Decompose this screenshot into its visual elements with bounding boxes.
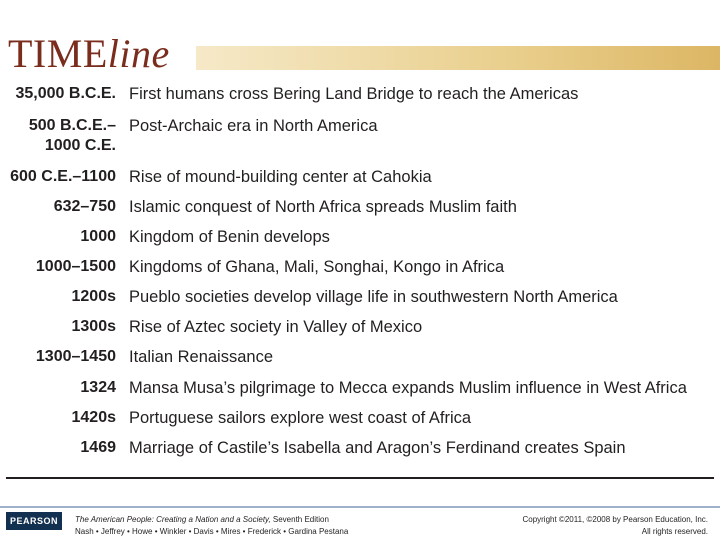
timeline-header bbox=[0, 30, 720, 78]
timeline-date-line2: 1000 C.E. bbox=[44, 137, 116, 154]
timeline-row bbox=[0, 408, 720, 438]
timeline-date: 1469 bbox=[80, 439, 116, 456]
title-decorative-bar bbox=[196, 46, 720, 70]
footer-edition: Seventh Edition bbox=[270, 515, 329, 524]
content-divider bbox=[6, 477, 714, 479]
footer-citation bbox=[75, 514, 348, 538]
pearson-logo: PEARSON bbox=[6, 512, 62, 530]
timeline-event: Portuguese sailors explore west coast of Africa bbox=[129, 409, 472, 427]
footer-authors: Nash • Jeffrey • Howe • Winkler • Davis • Mires • Frederick • Gardina Pestana bbox=[75, 527, 349, 536]
timeline-event: Mansa Musa’s pilgrimage to Mecca expands Muslim influence in West Africa bbox=[129, 379, 687, 397]
timeline-event: Kingdoms of Ghana, Mali, Songhai, Kongo in Africa bbox=[129, 258, 505, 276]
timeline-date: 1200s bbox=[71, 288, 116, 305]
timeline-row bbox=[0, 317, 720, 347]
timeline-date: 500 B.C.E.– bbox=[28, 117, 116, 134]
timeline-row bbox=[0, 116, 720, 156]
timeline-date: 35,000 B.C.E. bbox=[15, 85, 116, 102]
timeline-event: Islamic conquest of North Africa spreads Muslim faith bbox=[129, 198, 517, 216]
timeline-event: Rise of Aztec society in Valley of Mexico bbox=[129, 318, 423, 336]
timeline-date: 632–750 bbox=[53, 198, 116, 215]
timeline-row bbox=[0, 347, 720, 377]
timeline-row bbox=[0, 287, 720, 317]
footer-bar bbox=[0, 506, 720, 508]
timeline-event: Rise of mound-building center at Cahokia bbox=[129, 168, 432, 186]
page-title bbox=[8, 30, 170, 78]
timeline-event: Marriage of Castile’s Isabella and Aragon’s Ferdinand creates Spain bbox=[129, 439, 626, 457]
timeline-date: 1420s bbox=[71, 409, 116, 426]
timeline-row bbox=[0, 378, 720, 408]
timeline-date: 1300s bbox=[71, 318, 116, 335]
footer-book-line bbox=[75, 514, 348, 526]
timeline-row bbox=[0, 257, 720, 287]
timeline-event: Pueblo societies develop village life in southwestern North America bbox=[129, 288, 618, 306]
timeline-event: Kingdom of Benin develops bbox=[129, 228, 330, 246]
timeline-date: 600 C.E.–1100 bbox=[10, 168, 116, 185]
timeline-row bbox=[0, 438, 720, 468]
timeline-row bbox=[0, 84, 720, 114]
timeline-date: 1000–1500 bbox=[35, 258, 116, 275]
timeline-date: 1300–1450 bbox=[35, 348, 116, 365]
title-italic: line bbox=[107, 31, 170, 76]
timeline-row bbox=[0, 197, 720, 227]
timeline-row bbox=[0, 167, 720, 197]
footer-rights-line: All rights reserved. bbox=[641, 527, 708, 536]
timeline-date: 1324 bbox=[80, 379, 116, 396]
timeline-date: 1000 bbox=[80, 228, 116, 245]
timeline-event: First humans cross Bering Land Bridge to reach the Americas bbox=[129, 85, 579, 103]
title-main: TIME bbox=[8, 31, 108, 76]
footer-copyright-line: Copyright ©2011, ©2008 by Pearson Education, Inc. bbox=[522, 515, 708, 524]
footer-copyright bbox=[522, 514, 708, 538]
footer-book-title: The American People: Creating a Nation and a Society, bbox=[75, 515, 271, 524]
timeline-row bbox=[0, 227, 720, 257]
timeline-event: Italian Renaissance bbox=[129, 348, 274, 366]
slide-footer bbox=[0, 484, 720, 540]
timeline-event: Post-Archaic era in North America bbox=[129, 117, 378, 135]
